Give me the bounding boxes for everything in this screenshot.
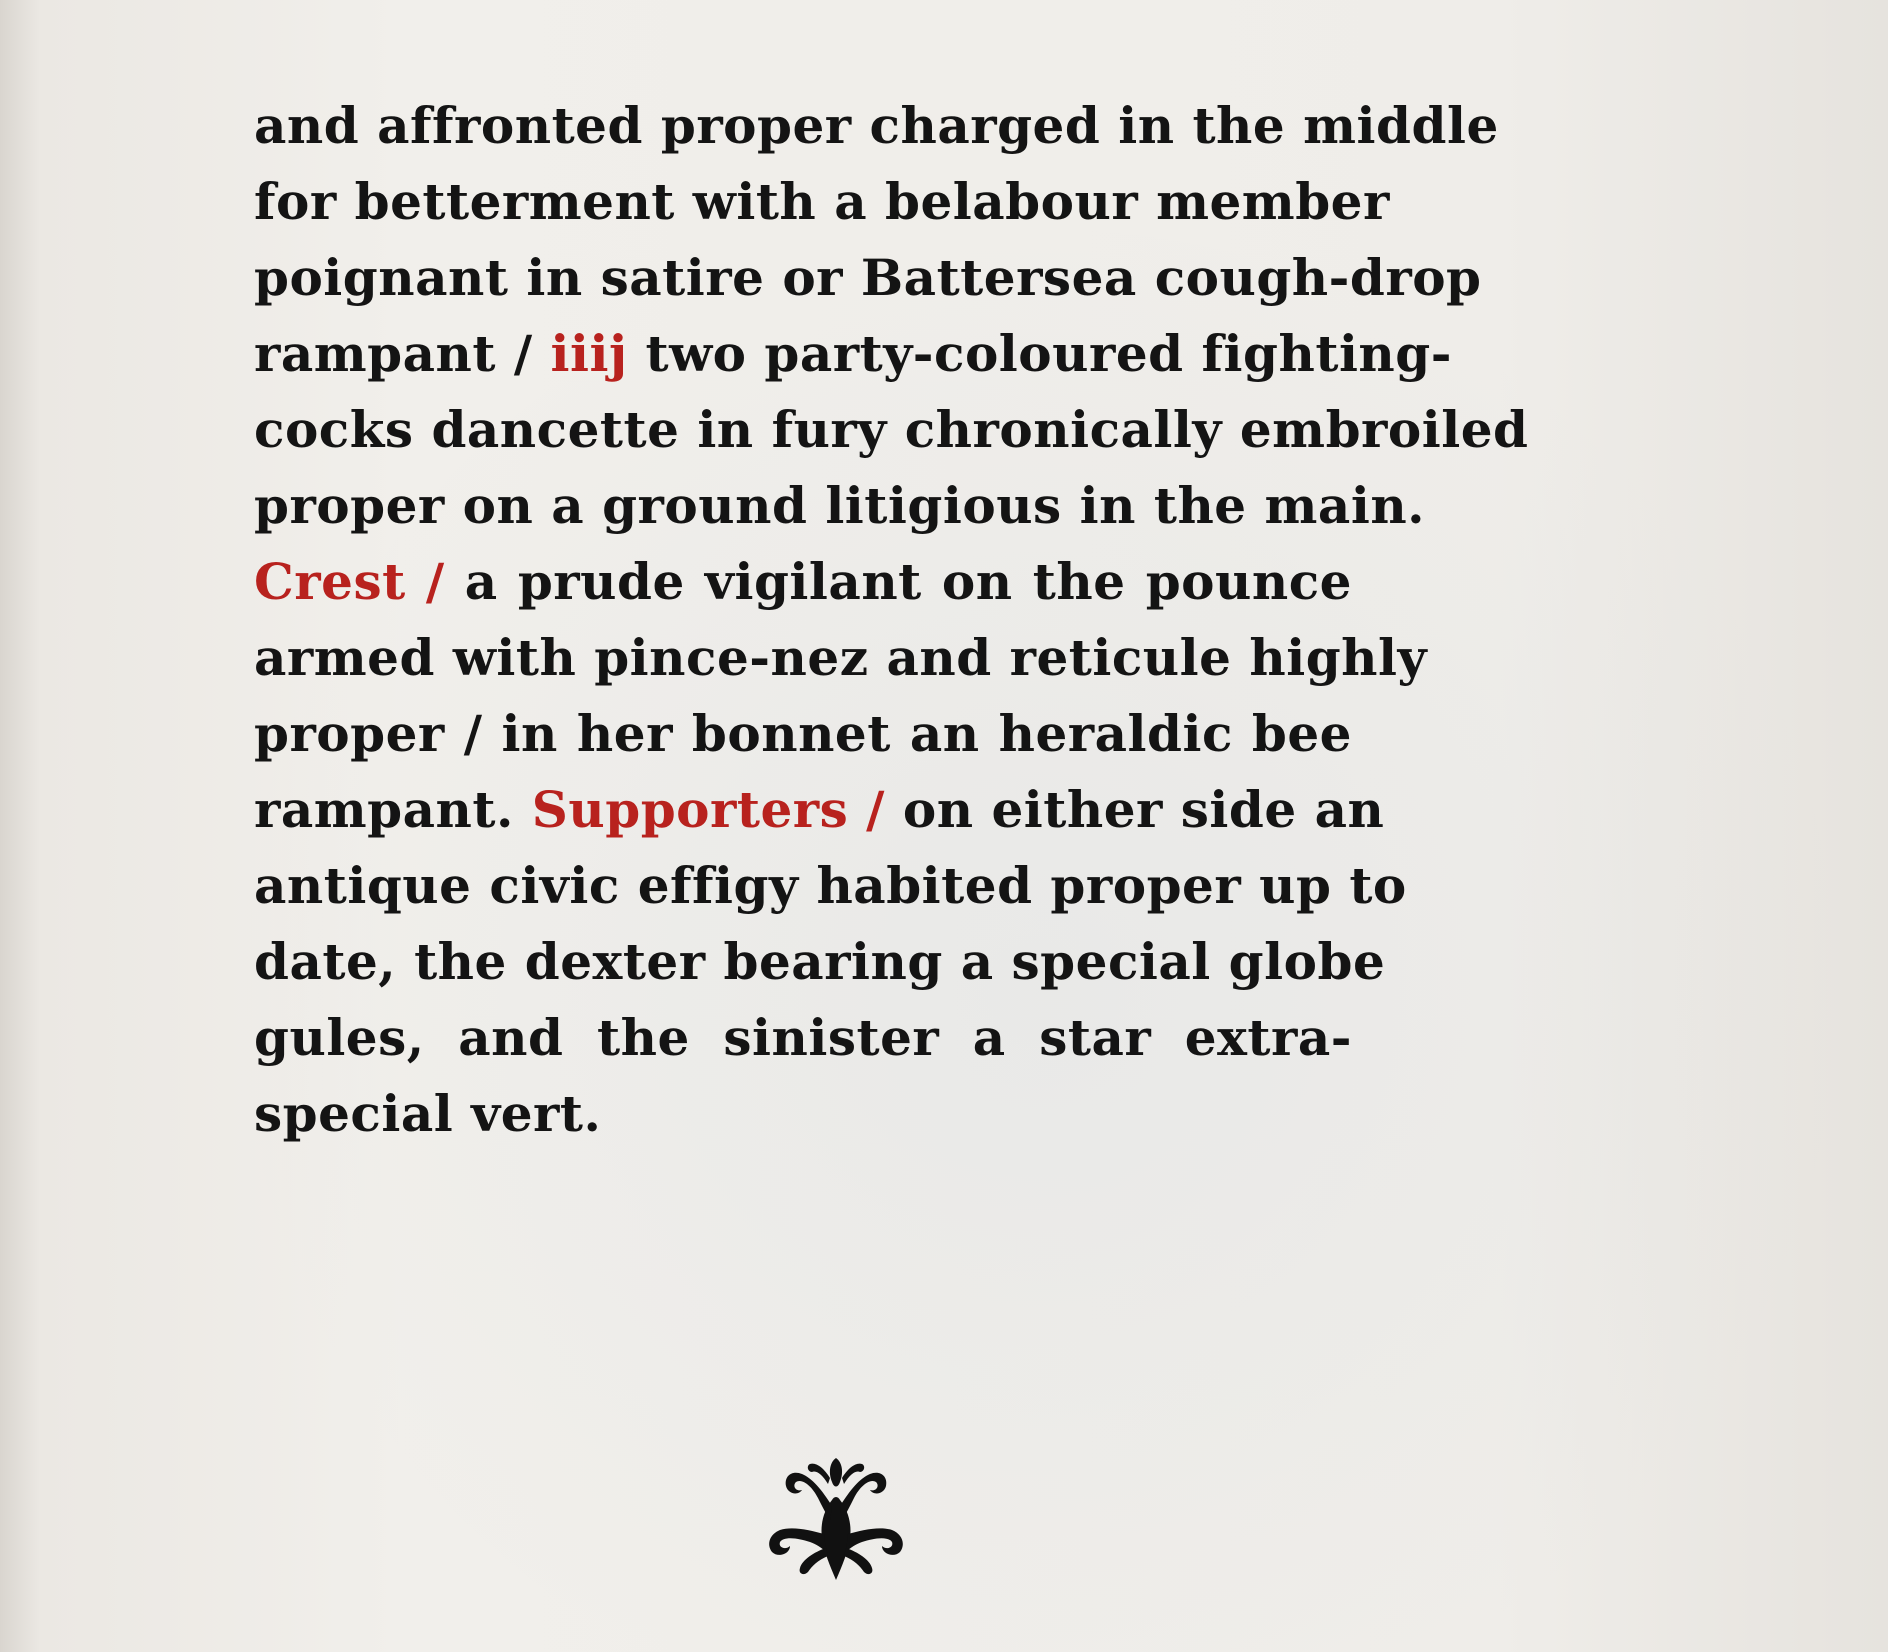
- text-line: [254, 924, 1386, 1000]
- text-line: [254, 316, 1452, 392]
- text-line: [254, 240, 1482, 316]
- text-run: antique civic effigy habited proper up to: [254, 856, 1407, 915]
- text-run: on either side an: [884, 780, 1385, 839]
- text-line: [254, 696, 1352, 772]
- text-run: gules, and the sinister a star extra-: [254, 1008, 1352, 1067]
- text-run: special vert.: [254, 1084, 602, 1143]
- text-line: [254, 1076, 1352, 1152]
- text-run: a prude vigilant on the pounce: [444, 552, 1352, 611]
- rubric-text: Supporters /: [531, 780, 885, 839]
- text-run: two party-coloured fighting-: [627, 324, 1452, 383]
- text-run: proper / in her bonnet an heraldic bee: [254, 704, 1352, 763]
- text-run: rampant /: [254, 324, 551, 383]
- text-line: [254, 544, 1352, 620]
- rubric-text: iiij: [550, 324, 628, 383]
- text-run: proper on a ground litigious in the main.: [254, 476, 1426, 535]
- text-line: [254, 1000, 1352, 1076]
- text-line: [254, 620, 1428, 696]
- text-line: [254, 88, 1499, 164]
- text-line: [254, 164, 1390, 240]
- text-run: for betterment with a belabour member: [254, 172, 1390, 231]
- text-line: [254, 392, 1529, 468]
- text-run: and affronted proper charged in the middle: [254, 96, 1499, 155]
- text-run: cocks dancette in fury chronically embroiled: [254, 400, 1529, 459]
- rubric-text: Crest /: [254, 552, 445, 611]
- text-line: [254, 772, 1385, 848]
- text-line: [254, 848, 1407, 924]
- blazon-text-block: [254, 88, 1529, 1152]
- text-run: armed with pince-nez and reticule highly: [254, 628, 1428, 687]
- text-run: date, the dexter bearing a special globe: [254, 932, 1386, 991]
- text-run: poignant in satire or Battersea cough-drop: [254, 248, 1482, 307]
- text-line: [254, 468, 1426, 544]
- text-run: rampant.: [254, 780, 532, 839]
- acanthus-fleuron-icon: [762, 1448, 910, 1584]
